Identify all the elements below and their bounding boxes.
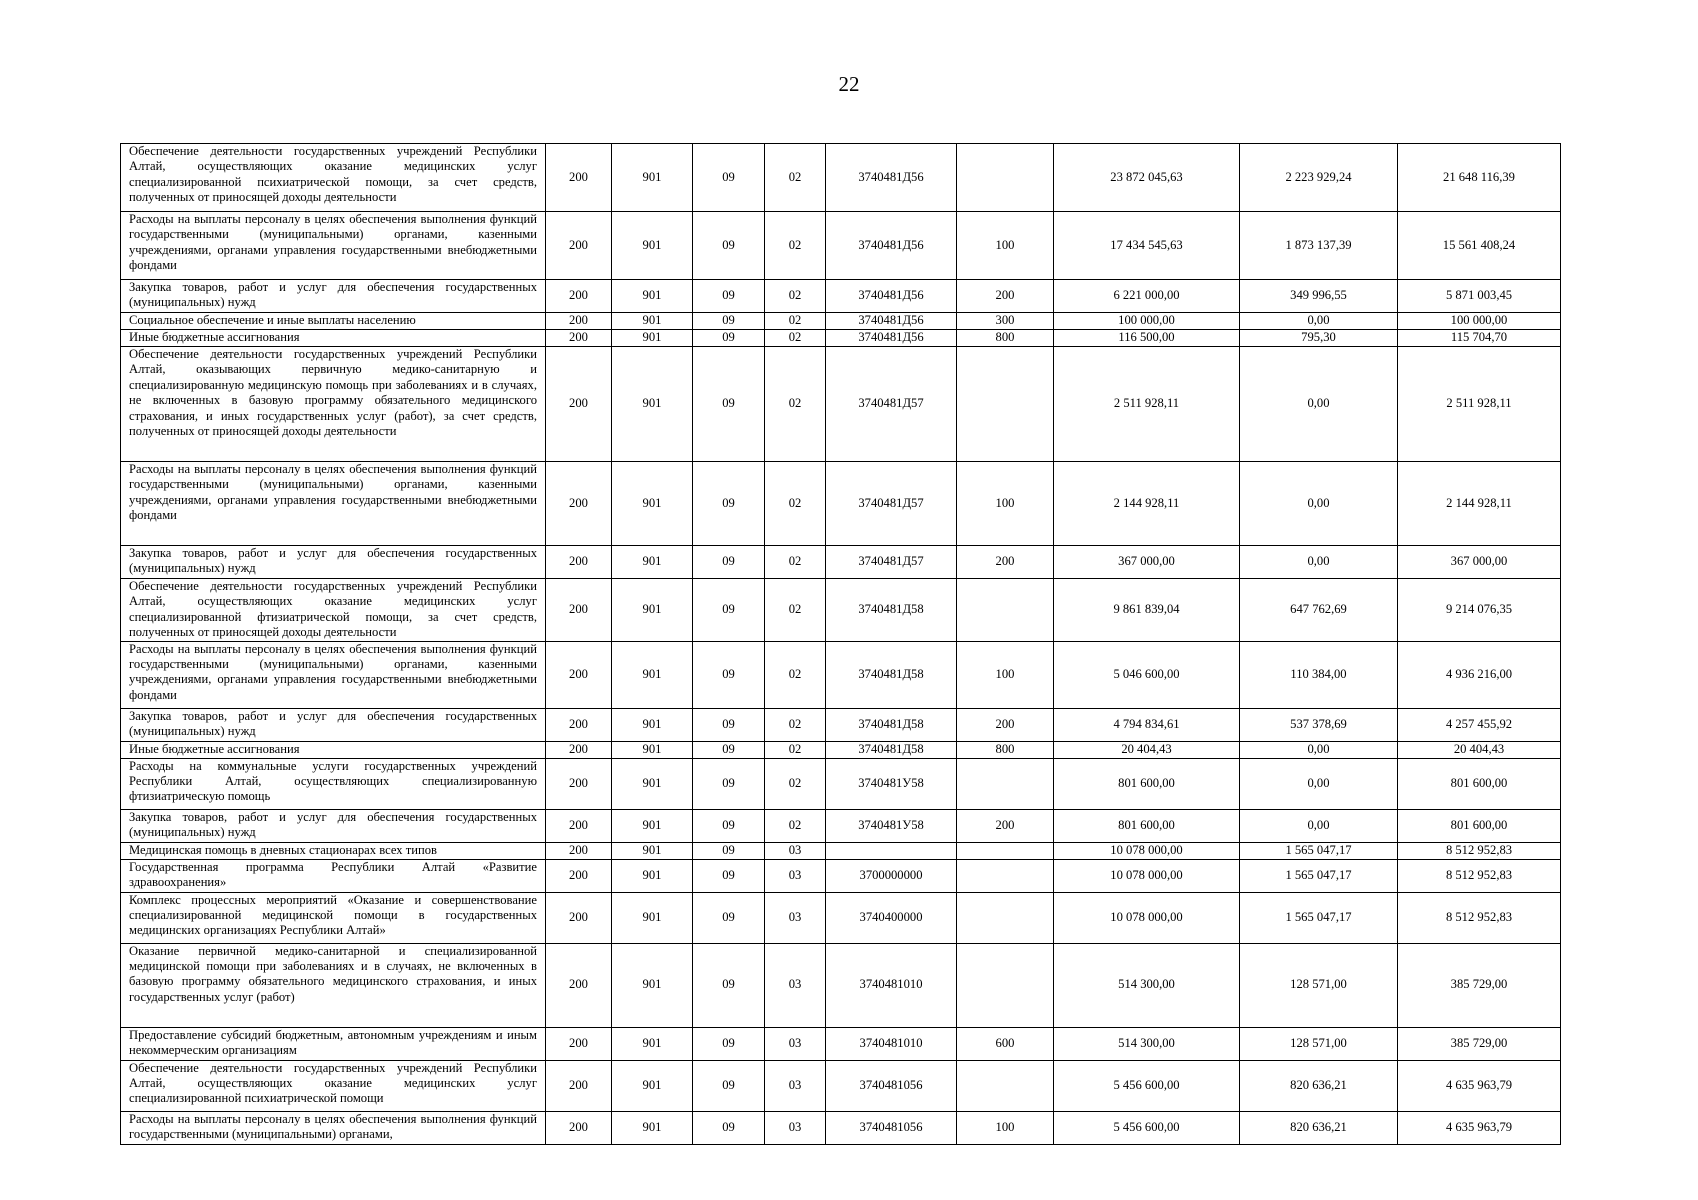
amount-remaining: 385 729,00 bbox=[1398, 1027, 1561, 1060]
code-ministry: 200 bbox=[546, 809, 612, 842]
amount-planned: 5 046 600,00 bbox=[1054, 641, 1240, 708]
amount-executed: 1 565 047,17 bbox=[1240, 842, 1398, 859]
table-row bbox=[121, 144, 1561, 212]
code-subsection: 03 bbox=[765, 943, 826, 1027]
amount-planned: 23 872 045,63 bbox=[1054, 144, 1240, 212]
code-expense-type bbox=[957, 842, 1054, 859]
amount-remaining: 100 000,00 bbox=[1398, 313, 1561, 330]
code-subsection: 03 bbox=[765, 1027, 826, 1060]
code-target: 3740481У58 bbox=[826, 758, 957, 809]
code-section: 09 bbox=[693, 1060, 765, 1111]
code-target: 3740481Д58 bbox=[826, 741, 957, 758]
code-gr: 901 bbox=[612, 859, 693, 892]
amount-executed: 110 384,00 bbox=[1240, 641, 1398, 708]
code-ministry: 200 bbox=[546, 859, 612, 892]
code-gr: 901 bbox=[612, 280, 693, 313]
amount-remaining: 8 512 952,83 bbox=[1398, 842, 1561, 859]
code-ministry: 200 bbox=[546, 462, 612, 546]
table-row bbox=[121, 741, 1561, 758]
amount-planned: 5 456 600,00 bbox=[1054, 1060, 1240, 1111]
code-section: 09 bbox=[693, 708, 765, 741]
code-section: 09 bbox=[693, 641, 765, 708]
code-expense-type: 100 bbox=[957, 212, 1054, 280]
amount-planned: 4 794 834,61 bbox=[1054, 708, 1240, 741]
code-ministry: 200 bbox=[546, 1111, 612, 1144]
amount-planned: 10 078 000,00 bbox=[1054, 859, 1240, 892]
code-subsection: 02 bbox=[765, 347, 826, 462]
code-section: 09 bbox=[693, 1027, 765, 1060]
amount-planned: 514 300,00 bbox=[1054, 943, 1240, 1027]
table-row bbox=[121, 462, 1561, 546]
code-section: 09 bbox=[693, 579, 765, 642]
table-row bbox=[121, 579, 1561, 642]
code-gr: 901 bbox=[612, 347, 693, 462]
code-expense-type bbox=[957, 892, 1054, 943]
code-expense-type: 100 bbox=[957, 641, 1054, 708]
code-ministry: 200 bbox=[546, 546, 612, 579]
amount-remaining: 4 936 216,00 bbox=[1398, 641, 1561, 708]
code-subsection: 02 bbox=[765, 280, 826, 313]
amount-planned: 9 861 839,04 bbox=[1054, 579, 1240, 642]
amount-executed: 349 996,55 bbox=[1240, 280, 1398, 313]
table-row bbox=[121, 330, 1561, 347]
code-target: 3740481Д56 bbox=[826, 313, 957, 330]
row-description: Иные бюджетные ассигнования bbox=[121, 330, 546, 347]
code-subsection: 02 bbox=[765, 313, 826, 330]
code-subsection: 02 bbox=[765, 741, 826, 758]
table-row bbox=[121, 758, 1561, 809]
amount-executed: 820 636,21 bbox=[1240, 1111, 1398, 1144]
code-section: 09 bbox=[693, 462, 765, 546]
code-gr: 901 bbox=[612, 1060, 693, 1111]
code-gr: 901 bbox=[612, 943, 693, 1027]
code-ministry: 200 bbox=[546, 1060, 612, 1111]
code-expense-type bbox=[957, 859, 1054, 892]
table-row bbox=[121, 809, 1561, 842]
amount-remaining: 801 600,00 bbox=[1398, 809, 1561, 842]
code-gr: 901 bbox=[612, 741, 693, 758]
code-ministry: 200 bbox=[546, 579, 612, 642]
amount-remaining: 801 600,00 bbox=[1398, 758, 1561, 809]
code-expense-type: 200 bbox=[957, 546, 1054, 579]
amount-executed: 647 762,69 bbox=[1240, 579, 1398, 642]
amount-executed: 0,00 bbox=[1240, 347, 1398, 462]
row-description: Социальное обеспечение и иные выплаты населению bbox=[121, 313, 546, 330]
row-description: Закупка товаров, работ и услуг для обеспечения государственных (муниципальных) нужд bbox=[121, 546, 546, 579]
code-ministry: 200 bbox=[546, 741, 612, 758]
code-section: 09 bbox=[693, 859, 765, 892]
code-gr: 901 bbox=[612, 330, 693, 347]
code-gr: 901 bbox=[612, 546, 693, 579]
code-subsection: 02 bbox=[765, 579, 826, 642]
code-subsection: 03 bbox=[765, 892, 826, 943]
code-target: 3700000000 bbox=[826, 859, 957, 892]
row-description: Закупка товаров, работ и услуг для обеспечения государственных (муниципальных) нужд bbox=[121, 809, 546, 842]
amount-planned: 10 078 000,00 bbox=[1054, 842, 1240, 859]
table-row bbox=[121, 708, 1561, 741]
table-body bbox=[121, 144, 1561, 1145]
code-ministry: 200 bbox=[546, 892, 612, 943]
amount-executed: 537 378,69 bbox=[1240, 708, 1398, 741]
table-row bbox=[121, 641, 1561, 708]
amount-remaining: 385 729,00 bbox=[1398, 943, 1561, 1027]
code-section: 09 bbox=[693, 313, 765, 330]
amount-planned: 2 144 928,11 bbox=[1054, 462, 1240, 546]
code-gr: 901 bbox=[612, 758, 693, 809]
code-gr: 901 bbox=[612, 144, 693, 212]
code-expense-type bbox=[957, 347, 1054, 462]
row-description: Обеспечение деятельности государственных учреждений Республики Алтай, осуществляющих оказание медицинских услуг специализированной психиатрической помощи, за счет средств, полученных от приносящей доходы деятельности bbox=[121, 144, 546, 212]
row-description: Закупка товаров, работ и услуг для обеспечения государственных (муниципальных) нужд bbox=[121, 708, 546, 741]
code-expense-type bbox=[957, 579, 1054, 642]
code-ministry: 200 bbox=[546, 330, 612, 347]
table-row bbox=[121, 347, 1561, 462]
table-row bbox=[121, 1027, 1561, 1060]
code-expense-type bbox=[957, 144, 1054, 212]
code-ministry: 200 bbox=[546, 708, 612, 741]
code-expense-type: 800 bbox=[957, 741, 1054, 758]
code-subsection: 02 bbox=[765, 462, 826, 546]
code-subsection: 02 bbox=[765, 641, 826, 708]
amount-executed: 1 873 137,39 bbox=[1240, 212, 1398, 280]
code-ministry: 200 bbox=[546, 641, 612, 708]
code-section: 09 bbox=[693, 280, 765, 313]
code-gr: 901 bbox=[612, 1111, 693, 1144]
code-subsection: 02 bbox=[765, 809, 826, 842]
code-ministry: 200 bbox=[546, 313, 612, 330]
amount-executed: 1 565 047,17 bbox=[1240, 859, 1398, 892]
code-gr: 901 bbox=[612, 892, 693, 943]
row-description: Медицинская помощь в дневных стационарах всех типов bbox=[121, 842, 546, 859]
code-subsection: 02 bbox=[765, 144, 826, 212]
row-description: Иные бюджетные ассигнования bbox=[121, 741, 546, 758]
table-row bbox=[121, 1111, 1561, 1144]
code-gr: 901 bbox=[612, 579, 693, 642]
amount-planned: 2 511 928,11 bbox=[1054, 347, 1240, 462]
code-expense-type: 600 bbox=[957, 1027, 1054, 1060]
code-target: 3740481056 bbox=[826, 1111, 957, 1144]
amount-remaining: 4 635 963,79 bbox=[1398, 1060, 1561, 1111]
code-section: 09 bbox=[693, 1111, 765, 1144]
code-section: 09 bbox=[693, 546, 765, 579]
code-target: 3740481Д56 bbox=[826, 280, 957, 313]
row-description: Обеспечение деятельности государственных учреждений Республики Алтай, осуществляющих оказание медицинских услуг специализированной фтизиатрической помощи, за счет средств, полученных от приносящей доходы деятельности bbox=[121, 579, 546, 642]
code-ministry: 200 bbox=[546, 842, 612, 859]
code-section: 09 bbox=[693, 144, 765, 212]
row-description: Комплекс процессных мероприятий «Оказание и совершенствование специализированной медицинской помощи в государственных медицинских организациях Республики Алтай» bbox=[121, 892, 546, 943]
code-target: 3740481Д58 bbox=[826, 579, 957, 642]
table-row bbox=[121, 212, 1561, 280]
amount-executed: 2 223 929,24 bbox=[1240, 144, 1398, 212]
amount-executed: 128 571,00 bbox=[1240, 943, 1398, 1027]
amount-executed: 795,30 bbox=[1240, 330, 1398, 347]
row-description: Предоставление субсидий бюджетным, автономным учреждениям и иным некоммерческим организациям bbox=[121, 1027, 546, 1060]
amount-planned: 514 300,00 bbox=[1054, 1027, 1240, 1060]
code-gr: 901 bbox=[612, 313, 693, 330]
code-target: 3740400000 bbox=[826, 892, 957, 943]
code-target: 3740481Д57 bbox=[826, 462, 957, 546]
amount-planned: 5 456 600,00 bbox=[1054, 1111, 1240, 1144]
code-gr: 901 bbox=[612, 462, 693, 546]
budget-table bbox=[120, 143, 1561, 1145]
code-gr: 901 bbox=[612, 708, 693, 741]
amount-executed: 0,00 bbox=[1240, 313, 1398, 330]
amount-remaining: 9 214 076,35 bbox=[1398, 579, 1561, 642]
table-row bbox=[121, 313, 1561, 330]
amount-remaining: 115 704,70 bbox=[1398, 330, 1561, 347]
amount-remaining: 4 635 963,79 bbox=[1398, 1111, 1561, 1144]
amount-planned: 801 600,00 bbox=[1054, 758, 1240, 809]
code-section: 09 bbox=[693, 892, 765, 943]
code-subsection: 03 bbox=[765, 1060, 826, 1111]
amount-remaining: 5 871 003,45 bbox=[1398, 280, 1561, 313]
code-target: 3740481056 bbox=[826, 1060, 957, 1111]
code-target: 3740481Д56 bbox=[826, 330, 957, 347]
code-section: 09 bbox=[693, 212, 765, 280]
table-row bbox=[121, 1060, 1561, 1111]
code-subsection: 02 bbox=[765, 708, 826, 741]
code-section: 09 bbox=[693, 842, 765, 859]
code-expense-type: 200 bbox=[957, 708, 1054, 741]
code-section: 09 bbox=[693, 741, 765, 758]
code-expense-type bbox=[957, 758, 1054, 809]
amount-planned: 100 000,00 bbox=[1054, 313, 1240, 330]
code-expense-type: 300 bbox=[957, 313, 1054, 330]
amount-remaining: 2 144 928,11 bbox=[1398, 462, 1561, 546]
amount-executed: 0,00 bbox=[1240, 809, 1398, 842]
amount-planned: 367 000,00 bbox=[1054, 546, 1240, 579]
table-row bbox=[121, 280, 1561, 313]
code-section: 09 bbox=[693, 809, 765, 842]
amount-remaining: 15 561 408,24 bbox=[1398, 212, 1561, 280]
code-expense-type: 100 bbox=[957, 462, 1054, 546]
code-subsection: 02 bbox=[765, 330, 826, 347]
amount-remaining: 8 512 952,83 bbox=[1398, 859, 1561, 892]
code-target: 3740481010 bbox=[826, 943, 957, 1027]
amount-planned: 17 434 545,63 bbox=[1054, 212, 1240, 280]
amount-executed: 128 571,00 bbox=[1240, 1027, 1398, 1060]
row-description: Обеспечение деятельности государственных учреждений Республики Алтай, оказывающих первичную медико-санитарную и специализированную медицинскую помощь при заболеваниях и в случаях, не включенных в базовую программу обязательного медицинского страхования, и иных государственных услуг (работ), за счет средств, полученных от приносящей доходы деятельности bbox=[121, 347, 546, 462]
page-number: 22 bbox=[838, 72, 860, 96]
code-gr: 901 bbox=[612, 1027, 693, 1060]
code-target: 3740481Д56 bbox=[826, 212, 957, 280]
row-description: Обеспечение деятельности государственных учреждений Республики Алтай, осуществляющих оказание медицинских услуг специализированной психиатрической помощи bbox=[121, 1060, 546, 1111]
code-ministry: 200 bbox=[546, 212, 612, 280]
table-row bbox=[121, 859, 1561, 892]
code-ministry: 200 bbox=[546, 280, 612, 313]
code-expense-type: 100 bbox=[957, 1111, 1054, 1144]
code-section: 09 bbox=[693, 943, 765, 1027]
code-ministry: 200 bbox=[546, 144, 612, 212]
code-expense-type: 200 bbox=[957, 809, 1054, 842]
amount-remaining: 4 257 455,92 bbox=[1398, 708, 1561, 741]
code-section: 09 bbox=[693, 330, 765, 347]
amount-planned: 116 500,00 bbox=[1054, 330, 1240, 347]
code-target: 3740481Д57 bbox=[826, 347, 957, 462]
amount-planned: 10 078 000,00 bbox=[1054, 892, 1240, 943]
code-ministry: 200 bbox=[546, 347, 612, 462]
row-description: Расходы на выплаты персоналу в целях обеспечения выполнения функций государственными (муниципальными) органами, казенными учреждениями, органами управления государственными внебюджетными фондами bbox=[121, 641, 546, 708]
code-subsection: 02 bbox=[765, 758, 826, 809]
code-gr: 901 bbox=[612, 641, 693, 708]
code-target: 3740481Д58 bbox=[826, 708, 957, 741]
code-ministry: 200 bbox=[546, 758, 612, 809]
amount-remaining: 20 404,43 bbox=[1398, 741, 1561, 758]
table-row bbox=[121, 943, 1561, 1027]
amount-executed: 0,00 bbox=[1240, 546, 1398, 579]
code-ministry: 200 bbox=[546, 943, 612, 1027]
code-target: 3740481Д58 bbox=[826, 641, 957, 708]
row-description: Оказание первичной медико-санитарной и специализированной медицинской помощи при заболеваниях и в случаях, не включенных в базовую программу обязательного медицинского страхования, и иных государственных услуг (работ) bbox=[121, 943, 546, 1027]
amount-executed: 820 636,21 bbox=[1240, 1060, 1398, 1111]
code-subsection: 03 bbox=[765, 1111, 826, 1144]
code-target: 3740481У58 bbox=[826, 809, 957, 842]
code-gr: 901 bbox=[612, 212, 693, 280]
amount-remaining: 2 511 928,11 bbox=[1398, 347, 1561, 462]
row-description: Расходы на выплаты персоналу в целях обеспечения выполнения функций государственными (муниципальными) органами, казенными учреждениями, органами управления государственными внебюджетными фондами bbox=[121, 212, 546, 280]
amount-planned: 801 600,00 bbox=[1054, 809, 1240, 842]
amount-remaining: 367 000,00 bbox=[1398, 546, 1561, 579]
code-expense-type: 800 bbox=[957, 330, 1054, 347]
amount-executed: 1 565 047,17 bbox=[1240, 892, 1398, 943]
code-gr: 901 bbox=[612, 809, 693, 842]
code-target bbox=[826, 842, 957, 859]
code-target: 3740481Д56 bbox=[826, 144, 957, 212]
code-section: 09 bbox=[693, 758, 765, 809]
table-row bbox=[121, 892, 1561, 943]
amount-executed: 0,00 bbox=[1240, 741, 1398, 758]
amount-planned: 6 221 000,00 bbox=[1054, 280, 1240, 313]
code-gr: 901 bbox=[612, 842, 693, 859]
code-subsection: 02 bbox=[765, 546, 826, 579]
row-description: Закупка товаров, работ и услуг для обеспечения государственных (муниципальных) нужд bbox=[121, 280, 546, 313]
code-subsection: 03 bbox=[765, 842, 826, 859]
row-description: Расходы на коммунальные услуги государственных учреждений Республики Алтай, осуществляющих специализированную фтизиатрическую помощь bbox=[121, 758, 546, 809]
amount-remaining: 8 512 952,83 bbox=[1398, 892, 1561, 943]
amount-remaining: 21 648 116,39 bbox=[1398, 144, 1561, 212]
code-expense-type: 200 bbox=[957, 280, 1054, 313]
code-target: 3740481Д57 bbox=[826, 546, 957, 579]
row-description: Государственная программа Республики Алтай «Развитие здравоохранения» bbox=[121, 859, 546, 892]
table-row bbox=[121, 842, 1561, 859]
code-expense-type bbox=[957, 943, 1054, 1027]
amount-executed: 0,00 bbox=[1240, 758, 1398, 809]
amount-planned: 20 404,43 bbox=[1054, 741, 1240, 758]
code-subsection: 02 bbox=[765, 212, 826, 280]
row-description: Расходы на выплаты персоналу в целях обеспечения выполнения функций государственными (муниципальными) органами, bbox=[121, 1111, 546, 1144]
code-target: 3740481010 bbox=[826, 1027, 957, 1060]
code-expense-type bbox=[957, 1060, 1054, 1111]
row-description: Расходы на выплаты персоналу в целях обеспечения выполнения функций государственными (муниципальными) органами, казенными учреждениями, органами управления государственными внебюджетными фондами bbox=[121, 462, 546, 546]
table-row bbox=[121, 546, 1561, 579]
code-ministry: 200 bbox=[546, 1027, 612, 1060]
code-subsection: 03 bbox=[765, 859, 826, 892]
code-section: 09 bbox=[693, 347, 765, 462]
amount-executed: 0,00 bbox=[1240, 462, 1398, 546]
